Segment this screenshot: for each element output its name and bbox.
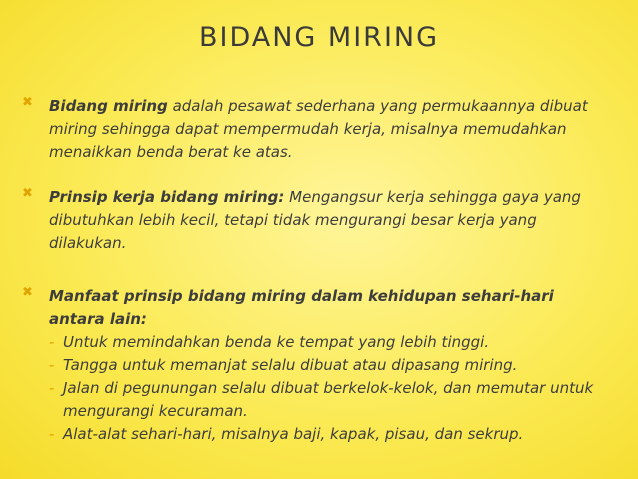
list-item: - Jalan di pegunungan selalu dibuat berkelok-kelok, dan memutar untuk mengurangi kecuraman. — [49, 379, 594, 420]
bullet-principle — [22, 186, 612, 255]
list-item: - Tangga untuk memanjat selalu dibuat atau dipasang miring. — [49, 356, 518, 374]
bullet-benefits — [22, 285, 612, 446]
bullet-definition — [22, 95, 612, 164]
list-item: - Untuk memindahkan benda ke tempat yang lebih tinggi. — [49, 333, 490, 351]
list-item: - Alat-alat sehari-hari, misalnya baji, kapak, pisau, dan sekrup. — [49, 425, 524, 443]
bullet-bold: Prinsip kerja bidang miring: — [49, 188, 285, 206]
bullet-bold: Bidang miring — [49, 97, 168, 115]
bullet-text: adalah pesawat sederhana yang permukaannya dibuat miring sehingga dapat mempermudah kerja, misalnya memudahkan menaikkan benda berat ke atas. — [49, 97, 588, 161]
slide-title: BIDANG MIRING — [198, 22, 440, 53]
x-mark-icon: ✖ — [22, 285, 33, 300]
x-mark-icon: ✖ — [22, 186, 33, 201]
bullet-bold: Manfaat prinsip bidang miring dalam kehidupan sehari-hari antara lain: — [49, 287, 554, 328]
x-mark-icon: ✖ — [22, 95, 33, 110]
bullet-text: Mengangsur kerja sehingga gaya yang dibutuhkan lebih kecil, tetapi tidak mengurangi besar kerja yang dilakukan. — [49, 188, 581, 252]
